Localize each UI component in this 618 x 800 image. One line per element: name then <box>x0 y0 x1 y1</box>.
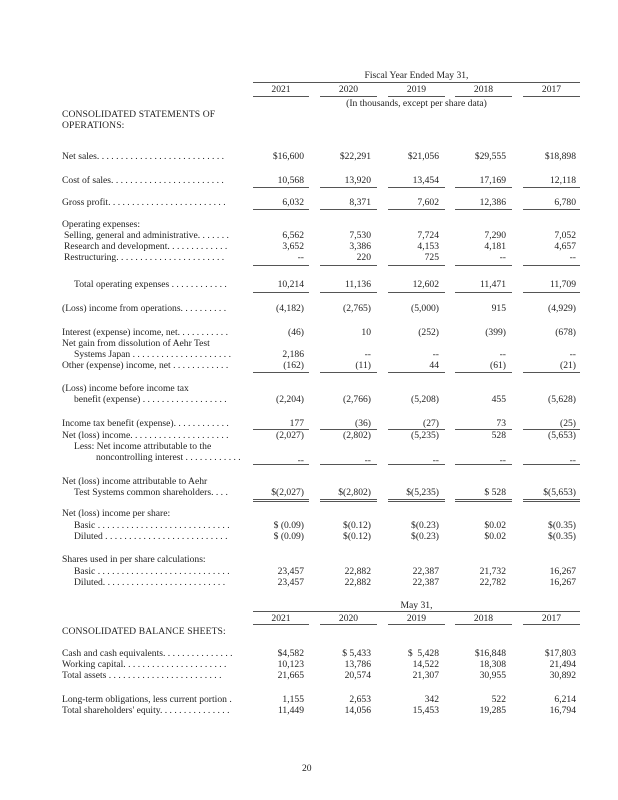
restructuring-value: 220 <box>356 252 371 263</box>
year-underline <box>388 96 445 97</box>
sga-value: 7,052 <box>554 230 576 241</box>
cost-of-sales-value: 17,169 <box>479 175 506 186</box>
subtotal-rule <box>523 464 580 465</box>
year-header: 2017 <box>541 613 562 624</box>
shares-header: Shares used in per share calculations: <box>62 554 206 565</box>
gross-profit-value: 7,602 <box>417 197 439 208</box>
gross-profit-value: 8,371 <box>349 197 371 208</box>
loss-from-operations-value: (2,765) <box>343 303 371 314</box>
nci-value: -- <box>432 455 439 466</box>
interest-value: (46) <box>288 327 304 338</box>
row-label-attributable-cont: Test Systems common shareholders. . . . <box>74 487 228 498</box>
equity-value: 14,056 <box>344 705 371 716</box>
subtotal-rule <box>388 372 445 373</box>
total-double-rule <box>253 499 309 502</box>
dissolution-value: -- <box>432 349 439 360</box>
row-label-sga: Selling, general and administrative. . . . . . . <box>64 230 229 241</box>
interest-value: (678) <box>555 327 576 338</box>
fiscal-year-header: Fiscal Year Ended May 31, <box>364 70 469 81</box>
cash-value: $17,803 <box>544 648 576 659</box>
other-income-value: (61) <box>490 360 506 371</box>
pretax-value: (5,208) <box>411 394 439 405</box>
lt-obligations-value: 522 <box>491 694 506 705</box>
equity-value: 11,449 <box>277 705 304 716</box>
total-opex-value: 12,602 <box>412 279 439 290</box>
lt-obligations-value: 2,653 <box>349 694 371 705</box>
total-assets-value: 21,307 <box>412 670 439 681</box>
net-income-value: 528 <box>491 430 506 441</box>
total-assets-value: 30,955 <box>479 670 506 681</box>
subtotal-rule <box>455 464 512 465</box>
restructuring-value: -- <box>297 252 304 263</box>
year-header: 2021 <box>271 613 291 624</box>
cash-value: $16,848 <box>474 648 506 659</box>
row-label-rnd: Research and development. . . . . . . . . . . . . <box>64 241 228 252</box>
row-label-pretax: (Loss) income before income tax <box>62 383 189 394</box>
shares-diluted-value: 16,267 <box>549 577 576 588</box>
subtotal-rule <box>455 209 512 210</box>
pretax-value: (2,204) <box>276 394 304 405</box>
total-assets-value: 21,665 <box>277 670 304 681</box>
shares-diluted-value: 22,782 <box>479 577 506 588</box>
cost-of-sales-value: 12,118 <box>549 175 576 186</box>
interest-value: (399) <box>485 327 506 338</box>
subtotal-rule <box>523 209 580 210</box>
attributable-value: $(2,027) <box>271 487 304 498</box>
attributable-value: $(5,235) <box>406 487 439 498</box>
subtotal-rule <box>320 209 377 210</box>
row-label-loss-from-operations: (Loss) income from operations. . . . . . . . . . <box>62 303 227 314</box>
loss-from-operations-value: (4,182) <box>276 303 304 314</box>
shares-basic-value: 16,267 <box>549 566 576 577</box>
cash-value: $ 5,428 <box>407 648 439 659</box>
operations-section-title-cont: OPERATIONS: <box>62 120 125 131</box>
total-double-rule <box>388 499 445 502</box>
cost-of-sales-value: 10,568 <box>277 175 304 186</box>
row-label-total-assets: Total assets . . . . . . . . . . . . . . . . . . . . . . . . <box>62 670 222 681</box>
sga-value: 7,724 <box>417 230 439 241</box>
lt-obligations-value: 1,155 <box>282 694 304 705</box>
row-label-lt-obligations: Long-term obligations, less current portion . <box>62 694 232 705</box>
pretax-value: (2,766) <box>343 394 371 405</box>
equity-value: 19,285 <box>479 705 506 716</box>
nci-value: -- <box>569 455 576 466</box>
subtotal-rule <box>320 265 377 266</box>
rnd-value: 3,652 <box>282 241 304 252</box>
year-underline <box>253 96 309 97</box>
net-income-value: (5,235) <box>411 430 439 441</box>
net-income-value: (5,653) <box>548 430 576 441</box>
row-label-restructuring: Restructuring. . . . . . . . . . . . . . . . . . . . . . . <box>64 252 225 263</box>
shares-basic-value: 22,387 <box>412 566 439 577</box>
loss-from-operations-value: 915 <box>491 303 506 314</box>
total-double-rule <box>455 499 512 502</box>
row-label-other-income: Other (expense) income, net . . . . . . . . . . . . <box>62 360 229 371</box>
other-income-value: 44 <box>429 360 439 371</box>
subtotal-rule <box>320 372 377 373</box>
restructuring-value: 725 <box>424 252 439 263</box>
shares-diluted-value: 22,387 <box>412 577 439 588</box>
subtotal-rule <box>253 464 309 465</box>
year-header: 2020 <box>338 613 359 624</box>
shares-diluted-value: 22,882 <box>344 577 371 588</box>
working-capital-value: 21,494 <box>549 659 576 670</box>
eps-header: Net (loss) income per share: <box>62 508 171 519</box>
cost-of-sales-value: 13,454 <box>412 175 439 186</box>
subtotal-rule <box>523 187 580 188</box>
eps-diluted-value: $ (0.09) <box>273 531 304 542</box>
net-sales-value: $18,898 <box>544 151 576 162</box>
row-label-shares-diluted: Diluted. . . . . . . . . . . . . . . . . . . . . . . . . . <box>74 577 226 588</box>
subtotal-rule <box>388 292 445 293</box>
restructuring-value: -- <box>499 252 506 263</box>
row-label-eps-basic: Basic . . . . . . . . . . . . . . . . . . . . . . . . . . . . <box>74 520 230 531</box>
net-sales-value: $29,555 <box>474 151 506 162</box>
loss-from-operations-value: (5,000) <box>411 303 439 314</box>
shares-diluted-value: 23,457 <box>277 577 304 588</box>
nci-value: -- <box>499 455 506 466</box>
subtotal-rule <box>253 187 309 188</box>
balance-section-title: CONSOLIDATED BALANCE SHEETS: <box>62 626 226 637</box>
total-opex-value: 11,709 <box>549 279 576 290</box>
dissolution-value: 2,186 <box>282 349 304 360</box>
attributable-value: $ 528 <box>484 487 506 498</box>
loss-from-operations-value: (4,929) <box>548 303 576 314</box>
subtotal-rule <box>523 292 580 293</box>
subtotal-rule <box>388 209 445 210</box>
row-label-working-capital: Working capital. . . . . . . . . . . . . . . . . . . . . . <box>62 659 227 670</box>
pretax-value: 455 <box>491 394 506 405</box>
operations-section-title: CONSOLIDATED STATEMENTS OF <box>62 109 216 120</box>
working-capital-value: 10,123 <box>277 659 304 670</box>
eps-basic-value: $0.02 <box>484 520 506 531</box>
cash-value: $4,582 <box>277 648 304 659</box>
row-label-shares-basic: Basic . . . . . . . . . . . . . . . . . . . . . . . . . . . . <box>74 566 230 577</box>
shares-basic-value: 22,882 <box>344 566 371 577</box>
year-underline <box>320 96 377 97</box>
row-label-net-sales: Net sales. . . . . . . . . . . . . . . . . . . . . . . . . . . <box>62 151 225 162</box>
row-label-dissolution: Net gain from dissolution of Aehr Test <box>62 338 210 349</box>
year-header: 2020 <box>338 84 359 95</box>
units-note: (In thousands, except per share data) <box>346 98 487 109</box>
shares-basic-value: 23,457 <box>277 566 304 577</box>
year-underline <box>523 96 580 97</box>
row-label-cash: Cash and cash equivalents. . . . . . . . . . . . . . . <box>62 648 233 659</box>
lt-obligations-value: 6,214 <box>554 694 576 705</box>
net-income-value: (2,802) <box>343 430 371 441</box>
net-sales-value: $16,600 <box>272 151 304 162</box>
restructuring-value: -- <box>569 252 576 263</box>
dissolution-value: -- <box>569 349 576 360</box>
row-label-net-income: Net (loss) income. . . . . . . . . . . . . . . . . . . . . <box>62 430 229 441</box>
income-tax-value: 73 <box>496 418 506 429</box>
balance-period-header: May 31, <box>400 600 433 611</box>
cost-of-sales-value: 13,920 <box>344 175 371 186</box>
page-number: 20 <box>302 763 312 774</box>
interest-value: (252) <box>418 327 439 338</box>
total-opex-value: 10,214 <box>277 279 304 290</box>
subtotal-rule <box>455 265 512 266</box>
subtotal-rule <box>388 464 445 465</box>
gross-profit-value: 12,386 <box>479 197 506 208</box>
nci-value: -- <box>297 455 304 466</box>
subtotal-rule <box>455 372 512 373</box>
income-tax-value: (27) <box>423 418 439 429</box>
equity-value: 16,794 <box>549 705 576 716</box>
rnd-value: 4,181 <box>484 241 506 252</box>
attributable-value: $(5,653) <box>543 487 576 498</box>
sga-value: 7,530 <box>349 230 371 241</box>
row-label-nci: Less: Net income attributable to the <box>74 441 212 452</box>
subtotal-rule <box>253 372 309 373</box>
year-header: 2017 <box>541 84 562 95</box>
eps-basic-value: $ (0.09) <box>273 520 304 531</box>
header-rule <box>253 82 580 83</box>
total-opex-value: 11,136 <box>344 279 371 290</box>
dissolution-value: -- <box>364 349 371 360</box>
subtotal-rule <box>523 265 580 266</box>
subtotal-rule <box>455 187 512 188</box>
total-double-rule <box>320 499 377 502</box>
row-label-attributable: Net (loss) income attributable to Aehr <box>62 476 208 487</box>
year-header: 2018 <box>473 613 494 624</box>
rnd-value: 3,386 <box>349 241 371 252</box>
attributable-value: $(2,802) <box>338 487 371 498</box>
total-assets-value: 30,892 <box>549 670 576 681</box>
net-sales-value: $22,291 <box>339 151 371 162</box>
subtotal-rule <box>320 464 377 465</box>
subtotal-rule <box>388 265 445 266</box>
subtotal-rule <box>253 292 309 293</box>
row-label-gross-profit: Gross profit. . . . . . . . . . . . . . . . . . . . . . . . . <box>62 197 226 208</box>
row-label-total-opex: Total operating expenses . . . . . . . . . . . . <box>74 279 227 290</box>
subtotal-rule <box>253 265 309 266</box>
income-tax-value: (36) <box>355 418 371 429</box>
subtotal-rule <box>320 187 377 188</box>
row-label-income-tax: Income tax benefit (expense). . . . . . . . . . . . <box>62 418 229 429</box>
header-rule <box>253 611 580 612</box>
year-header: 2021 <box>271 84 291 95</box>
lt-obligations-value: 342 <box>424 694 439 705</box>
eps-basic-value: $(0.12) <box>343 520 371 531</box>
year-header: 2019 <box>406 84 427 95</box>
net-sales-value: $21,056 <box>407 151 439 162</box>
income-tax-value: (25) <box>560 418 576 429</box>
eps-basic-value: $(0.35) <box>548 520 576 531</box>
eps-diluted-value: $0.02 <box>484 531 506 542</box>
total-opex-value: 11,471 <box>479 279 506 290</box>
year-underline <box>455 624 512 625</box>
interest-value: 10 <box>361 327 371 338</box>
rnd-value: 4,657 <box>554 241 576 252</box>
dissolution-value: -- <box>499 349 506 360</box>
subtotal-rule <box>455 292 512 293</box>
subtotal-rule <box>523 372 580 373</box>
operating-expenses-header: Operating expenses: <box>62 219 141 230</box>
row-label-interest: Interest (expense) income, net. . . . . . . . . . . <box>62 327 228 338</box>
working-capital-value: 14,522 <box>412 659 439 670</box>
eps-basic-value: $(0.23) <box>411 520 439 531</box>
working-capital-value: 18,308 <box>479 659 506 670</box>
row-label-pretax-cont: benefit (expense) . . . . . . . . . . . . . . . . . . <box>74 394 227 405</box>
year-underline <box>455 96 512 97</box>
gross-profit-value: 6,780 <box>554 197 576 208</box>
year-underline <box>523 624 580 625</box>
eps-diluted-value: $(0.35) <box>548 531 576 542</box>
row-label-dissolution-cont: Systems Japan . . . . . . . . . . . . . . . . . . . . . <box>74 349 231 360</box>
subtotal-rule <box>320 292 377 293</box>
subtotal-rule <box>253 209 309 210</box>
eps-diluted-value: $(0.23) <box>411 531 439 542</box>
year-header: 2019 <box>406 613 427 624</box>
row-label-cost-of-sales: Cost of sales. . . . . . . . . . . . . . . . . . . . . . . . <box>62 175 224 186</box>
sga-value: 6,562 <box>282 230 304 241</box>
rnd-value: 4,153 <box>417 241 439 252</box>
other-income-value: (162) <box>283 360 304 371</box>
other-income-value: (21) <box>560 360 576 371</box>
income-tax-value: 177 <box>289 418 304 429</box>
year-underline <box>320 624 377 625</box>
working-capital-value: 13,786 <box>344 659 371 670</box>
eps-diluted-value: $(0.12) <box>343 531 371 542</box>
row-label-nci-cont: noncontrolling interest . . . . . . . . . . . . <box>96 452 241 463</box>
gross-profit-value: 6,032 <box>282 197 304 208</box>
sga-value: 7,290 <box>484 230 506 241</box>
row-label-eps-diluted: Diluted . . . . . . . . . . . . . . . . . . . . . . . . . . <box>74 531 228 542</box>
year-underline <box>253 624 309 625</box>
subtotal-rule <box>388 187 445 188</box>
total-double-rule <box>523 499 580 502</box>
total-assets-value: 20,574 <box>344 670 371 681</box>
year-header: 2018 <box>473 84 494 95</box>
row-label-equity: Total shareholders' equity. . . . . . . . . . . . . . . <box>62 705 230 716</box>
equity-value: 15,453 <box>412 705 439 716</box>
nci-value: -- <box>364 455 371 466</box>
net-income-value: (2,027) <box>276 430 304 441</box>
year-underline <box>388 624 445 625</box>
other-income-value: (11) <box>355 360 371 371</box>
pretax-value: (5,628) <box>548 394 576 405</box>
cash-value: $ 5,433 <box>342 648 371 659</box>
shares-basic-value: 21,732 <box>479 566 506 577</box>
